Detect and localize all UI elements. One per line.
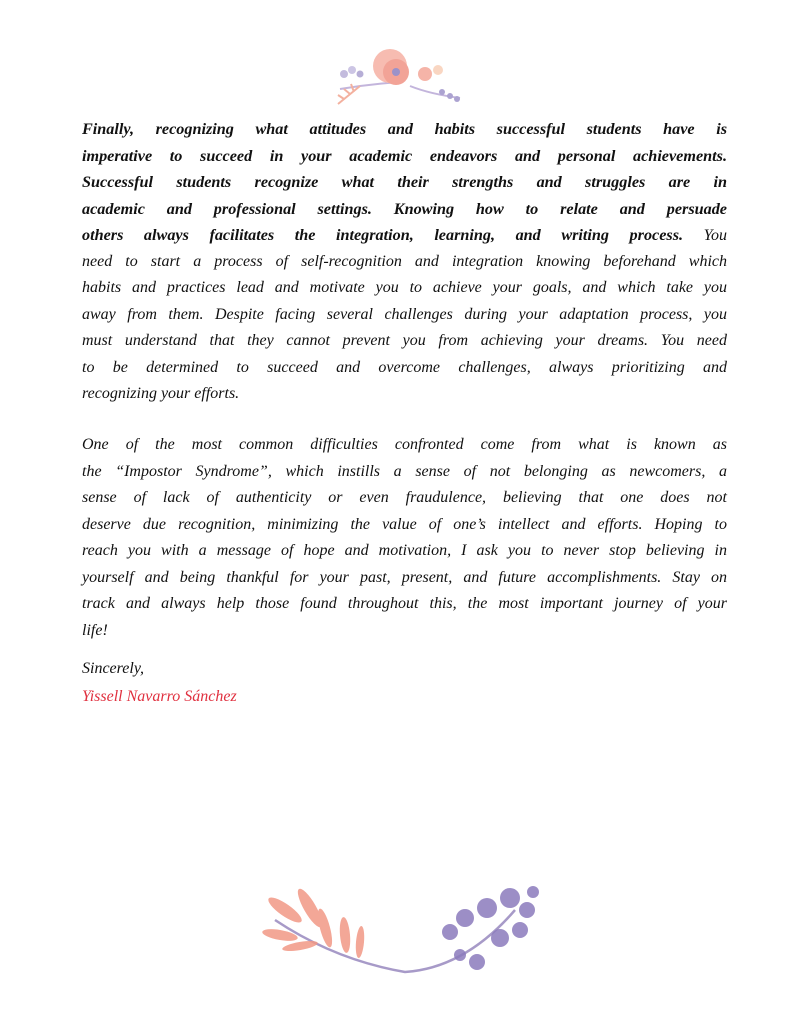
text-line: Finally, recognizing what attitudes and habits successful students have is: [82, 120, 727, 138]
floral-header-icon: [330, 44, 470, 110]
bold-text: others always facilitates the integration, learning, and writing process.: [82, 226, 684, 244]
floral-footer-icon: [255, 880, 545, 980]
text-line: Successful students recognize what their strengths and struggles are in: [82, 173, 727, 191]
closing: Sincerely,: [82, 660, 145, 677]
text-line: imperative to succeed in your academic endeavors and personal achievements.: [82, 146, 727, 165]
text-line: track and always help those found throughout this, the most important journey of your: [82, 595, 727, 612]
text-line: life!: [82, 621, 108, 639]
text-line: must understand that they cannot prevent you from achieving your dreams. You need: [82, 332, 727, 349]
text-line: to be determined to succeed and overcome challenges, always prioritizing and: [82, 358, 727, 376]
text-line: need to start a process of self-recognition and integration knowing beforehand which: [82, 252, 727, 270]
text-line: recognizing your efforts.: [82, 385, 240, 402]
text-line: One of the most common difficulties confronted come from what is known as: [82, 436, 727, 453]
text-line: academic and professional settings. Knowing how to relate and persuade: [82, 199, 727, 218]
paragraph-1: [82, 116, 727, 408]
text-line: yourself and being thankful for your past, present, and future accomplishments. Stay on: [82, 568, 727, 586]
text-line: away from them. Despite facing several challenges during your adaptation process, you: [82, 305, 727, 323]
paragraph-2: [82, 432, 727, 644]
signature: Yissell Navarro Sánchez: [82, 688, 237, 705]
text-segment: You: [703, 227, 728, 244]
text-line: reach you with a message of hope and motivation, I ask you to never stop believing in: [82, 542, 727, 559]
text-line: deserve due recognition, minimizing the value of one’s intellect and efforts. Hoping to: [82, 515, 727, 533]
text-line: habits and practices lead and motivate you to achieve your goals, and which take you: [82, 279, 727, 296]
text-line: [82, 222, 727, 249]
text-line: sense of lack of authenticity or even fraudulence, believing that one does not: [82, 489, 727, 506]
text-line: the “Impostor Syndrome”, which instills a sense of not belonging as newcomers, a: [82, 462, 727, 480]
